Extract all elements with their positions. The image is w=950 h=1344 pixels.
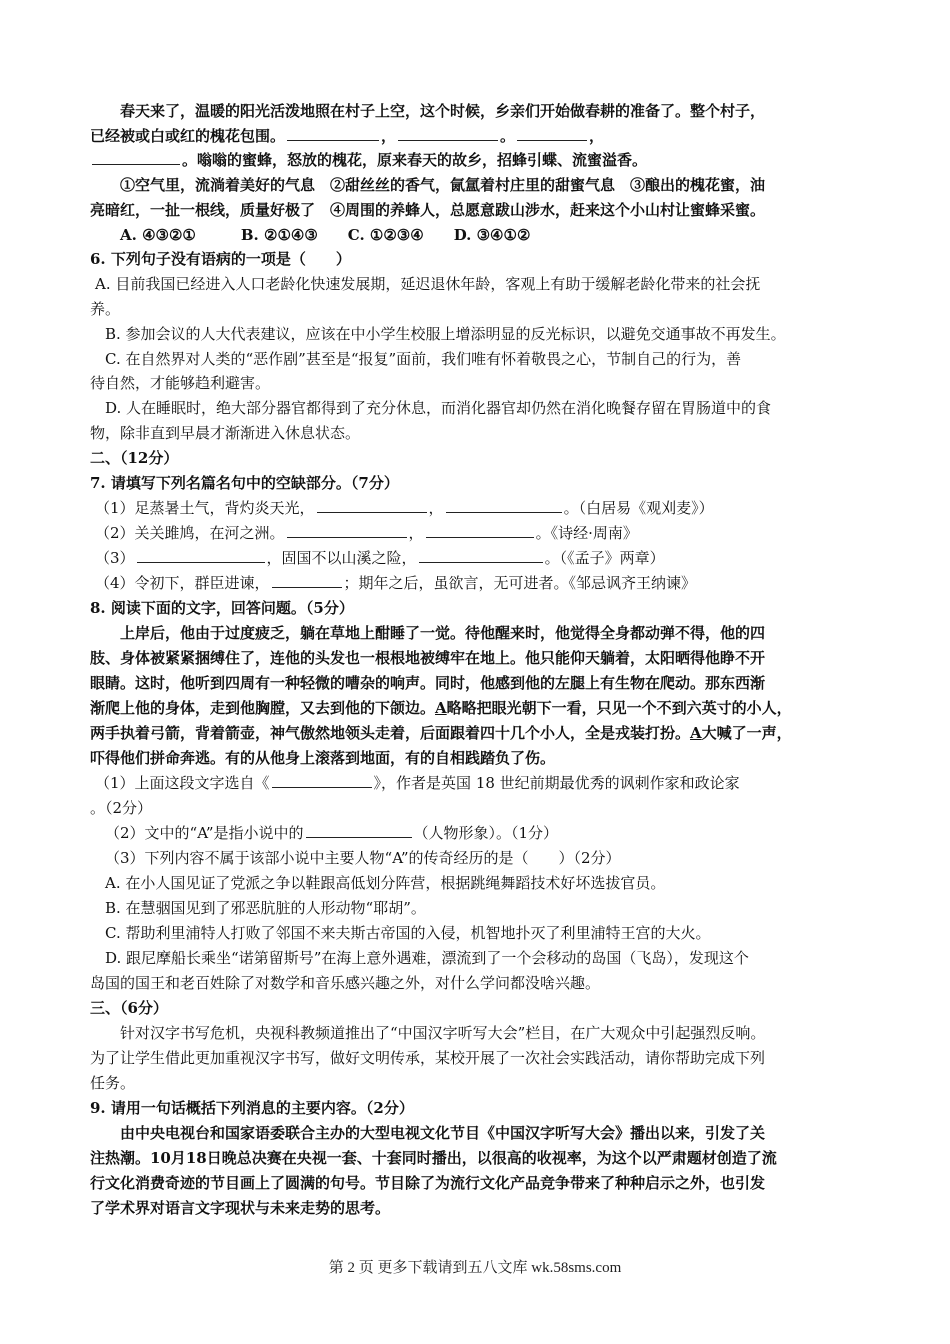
question-stem: 7. 请填写下列名篇名句中的空缺部分。（7分） (90, 474, 399, 492)
intro-line: 针对汉字书写危机，央视科教频道推出了“中国汉字听写大会”栏目，在广大观众中引起强烈反响。 (120, 1024, 766, 1042)
passage-text: ， (381, 127, 397, 145)
answer-blank[interactable] (287, 125, 379, 141)
reading-text: 两手执着弓箭，背着箭壶，神气傲然地领头走着，后面跟着四十几个小人，全是戎装打扮。 (90, 724, 691, 742)
subquestion-cont: 。（2分） (90, 799, 153, 817)
passage-line (90, 149, 647, 171)
fill-text: （1）足蒸暑土气，背灼炎天光， (95, 499, 315, 517)
answer-blank[interactable] (419, 547, 543, 563)
reading-line (90, 697, 792, 719)
option-a: A. 在小人国见证了党派之争以鞋跟高低划分阵营，根据跳绳舞蹈技术好坏选拔官员。 (105, 874, 666, 892)
answer-blank[interactable] (272, 572, 342, 588)
fill-line (95, 547, 665, 569)
passage-text: 。 (500, 127, 516, 145)
news-line: 注热潮。10月18日晚总决赛在央视一套、十套同时播出，以很高的收视率，为这个以严肃题材创造了流 (90, 1149, 777, 1167)
option-d-cont: 物，除非直到早晨才渐渐进入休息状态。 (90, 424, 361, 442)
reading-line (90, 722, 792, 744)
answer-blank[interactable] (287, 522, 407, 538)
reading-text: 大喊了一声， (701, 724, 792, 742)
answer-blank[interactable] (446, 497, 562, 513)
fill-text: ，固国不以山溪之险， (266, 549, 417, 567)
news-line: 了学术界对语言文字现状与未来走势的思考。 (90, 1199, 391, 1217)
reading-text: 渐爬上他的身体，走到他胸膛，又去到他的下颌边。 (90, 699, 436, 717)
fill-text: 。（《孟子》两章） (544, 549, 665, 567)
subquestion-text: （人物形象）。（1分） (413, 824, 559, 842)
passage-line: ①空气里，流淌着美好的气息 ②甜丝丝的香气，氤氲着村庄里的甜蜜气息 ③酿出的槐花蜜，油 (120, 176, 766, 194)
reading-line: 上岸后，他由于过度疲乏，躺在草地上酣睡了一觉。待他醒来时，他觉得全身都动弹不得，他的四 (120, 624, 766, 642)
subquestion: （3）下列内容不属于该部小说中主要人物“A”的传奇经历的是（ ）（2分） (105, 849, 621, 867)
answer-blank[interactable] (398, 125, 498, 141)
option-d-cont: 岛国的国王和老百姓除了对数学和音乐感兴趣之外，对什么学问都没啥兴趣。 (90, 974, 601, 992)
option-d: D. 跟尼摩船长乘坐“诺第留斯号”在海上意外遇难，漂流到了一个会移动的岛国（飞岛），发现这个 (105, 949, 749, 967)
news-line: 由中央电视台和国家语委联合主办的大型电视文化节目《中国汉字听写大会》播出以来，引发了关 (120, 1124, 766, 1142)
subquestion (105, 822, 558, 844)
fill-text: 。《诗经·周南》 (535, 524, 638, 542)
fill-text: （4）令初下，群臣进谏， (95, 574, 270, 592)
answer-blank[interactable] (426, 522, 534, 538)
intro-line: 为了让学生借此更加重视汉字书写，做好文明传承，某校开展了一次社会实践活动，请你帮助完成下列 (90, 1049, 766, 1067)
option-c-cont: 待自然，才能够趋利避害。 (90, 374, 271, 392)
passage-text: 已经被或白或红的槐花包围。 (90, 127, 286, 145)
answer-blank[interactable] (92, 149, 180, 165)
option-b: B. 参加会议的人大代表建议，应该在中小学生校服上增添明显的反光标识，以避免交通事故不再发生。 (105, 325, 786, 343)
reading-line: 吓得他们拼命奔逃。有的从他身上滚落到地面，有的自相践踏负了伤。 (90, 749, 556, 767)
passage-line: 亮暗红，一扯一根线，质量好极了 ④周围的养蜂人，总愿意跋山涉水，赶来这个小山村让蜜蜂采蜜。 (90, 201, 766, 219)
option-a-cont: 养。 (90, 300, 121, 318)
option-c: C. 帮助利里浦特人打败了邻国不来夫斯古帝国的入侵，机智地扑灭了利里浦特王宫的大火。 (105, 924, 711, 942)
fill-line (95, 497, 714, 519)
fill-text: （3） (95, 549, 135, 567)
news-line: 行文化消费奇迹的节目画上了圆满的句号。节目除了为流行文化产品竞争带来了种种启示之外，也引发 (90, 1174, 766, 1192)
fill-text: ；期年之后，虽欲言，无可进者。《邹忌讽齐王纳谏》 (343, 574, 697, 592)
fill-line (95, 522, 638, 544)
marked-letter: A (690, 724, 702, 742)
marked-letter: A (435, 699, 447, 717)
intro-line: 任务。 (90, 1074, 136, 1092)
reading-line: 眼睛。这时，他听到四周有一种轻微的嘈杂的响声。同时，他感到他的左腿上有生物在爬动。那东西渐 (90, 674, 766, 692)
fill-line (95, 572, 696, 594)
reading-line: 肢、身体被紧紧捆缚住了，连他的头发也一根根地被缚牢在地上。他只能仰天躺着，太阳晒得他睁不开 (90, 649, 766, 667)
subquestion-text: （1）上面这段文字选自《 (95, 774, 270, 792)
option-a: A. 目前我国已经进入人口老龄化快速发展期，延迟退休年龄，客观上有助于缓解老龄化带来的社会抚 (95, 275, 761, 293)
answer-blank[interactable] (317, 497, 427, 513)
question-stem: 9. 请用一句话概括下列消息的主要内容。（2分） (90, 1099, 414, 1117)
passage-text: 。嗡嗡的蜜蜂，怒放的槐花，原来春天的故乡，招蜂引蝶、流蜜溢香。 (182, 151, 648, 169)
subquestion-text: 》，作者是英国 18 世纪前期最优秀的讽刺作家和政论家 (373, 774, 740, 792)
fill-text: ， (428, 499, 444, 517)
subquestion (95, 772, 740, 794)
page-footer: 第 2 页 更多下载请到五八文库 wk.58sms.com (328, 1260, 622, 1276)
answer-blank[interactable] (306, 822, 412, 838)
section-heading: 三、（6分） (90, 999, 168, 1017)
question-stem: 6. 下列句子没有语病的一项是（ ） (90, 250, 351, 268)
question-stem: 8. 阅读下面的文字，回答问题。（5分） (90, 599, 354, 617)
passage-line: 春天来了，温暖的阳光活泼地照在村子上空，这个时候，乡亲们开始做春耕的准备了。整个村子， (120, 102, 766, 120)
passage-line (90, 125, 604, 147)
passage-text: ， (589, 127, 605, 145)
answer-blank[interactable] (517, 125, 587, 141)
subquestion-text: （2）文中的“A”是指小说中的 (105, 824, 304, 842)
fill-text: ， (408, 524, 424, 542)
option-c: C. 在自然界对人类的“恶作剧”甚至是“报复”面前，我们唯有怀着敬畏之心，节制自己的行为，善 (105, 350, 742, 368)
answer-options: A. ④③②① B. ②①④③ C. ①②③④ D. ③④①② (120, 226, 531, 244)
answer-blank[interactable] (137, 547, 265, 563)
option-b: B. 在慧骃国见到了邪恶肮脏的人形动物“耶胡”。 (105, 899, 426, 917)
option-d: D. 人在睡眠时，绝大部分器官都得到了充分休息，而消化器官却仍然在消化晚餐存留在胃肠道中的食 (105, 399, 772, 417)
answer-blank[interactable] (272, 772, 372, 788)
section-heading: 二、（12分） (90, 449, 179, 467)
fill-text: （2）关关雎鸠，在河之洲。 (95, 524, 285, 542)
fill-text: 。（白居易《观刈麦》） (563, 499, 714, 517)
reading-text: 略略把眼光朝下一看，只见一个不到六英寸的小人， (446, 699, 792, 717)
